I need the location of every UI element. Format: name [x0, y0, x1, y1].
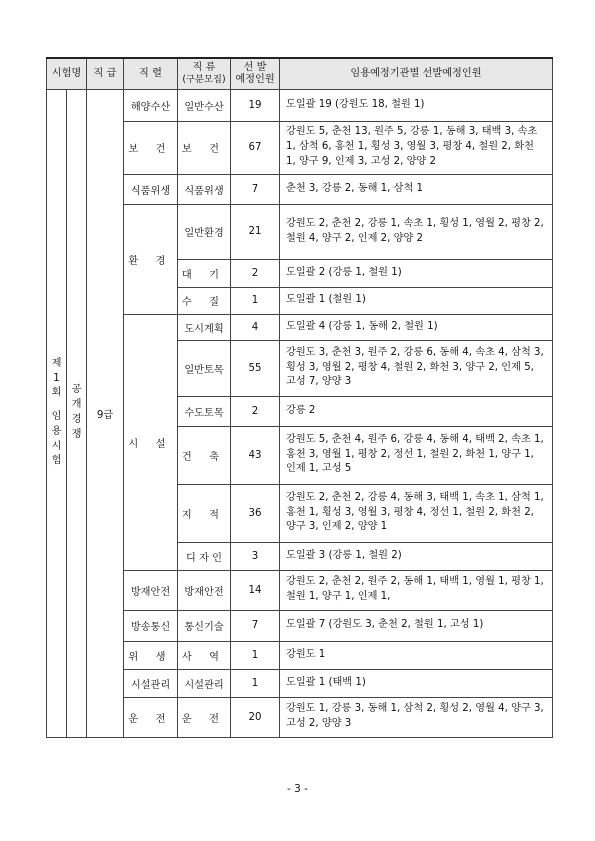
- category-cell: 방재안전: [178, 570, 231, 610]
- allocation-cell: 도일괄 1 (철원 1): [280, 287, 553, 314]
- category-cell: 일반환경: [178, 204, 231, 259]
- category-cell: 일반토목: [178, 340, 231, 396]
- series-cell: 환 경: [124, 204, 178, 314]
- series-cell: 방재안전: [124, 570, 178, 610]
- allocation-cell: 도일괄 19 (강원도 18, 철원 1): [280, 89, 553, 121]
- count-cell: 1: [231, 669, 280, 697]
- allocation-cell: 도일괄 1 (태백 1): [280, 669, 553, 697]
- series-cell: 운 전: [124, 697, 178, 737]
- count-cell: 55: [231, 340, 280, 396]
- category-cell: 지 적: [178, 484, 231, 542]
- allocation-cell: 도일괄 7 (강원도 3, 춘천 2, 철원 1, 고성 1): [280, 610, 553, 641]
- allocation-cell: 강원도 5, 춘천 4, 원주 6, 강릉 4, 동해 4, 태백 2, 속초 1, 홍천 3, 영월 1, 평창 2, 정선 1, 철원 2, 화천 1, 양구 1, 인제 1, 고성 5: [280, 426, 553, 484]
- series-cell: 방송통신: [124, 610, 178, 641]
- exam-type-cell: 공 개 경 쟁: [67, 89, 87, 737]
- allocation-cell: 강원도 2, 춘천 2, 원주 2, 동해 1, 태백 1, 영월 1, 평창 1, 철원 1, 양구 1, 인제 1,: [280, 570, 553, 610]
- allocation-cell: 강원도 3, 춘천 3, 원주 2, 강릉 6, 동해 4, 속초 4, 삼척 3, 횡성 3, 영월 2, 평창 4, 철원 2, 화천 3, 양구 2, 인제 5, 고성 7, 양양 3: [280, 340, 553, 396]
- allocation-cell: 강릉 2: [280, 396, 553, 426]
- category-cell: 사 역: [178, 641, 231, 669]
- allocation-cell: 강원도 2, 춘천 2, 강릉 1, 속초 1, 횡성 1, 영월 2, 평창 2, 철원 4, 양구 2, 인제 2, 양양 2: [280, 204, 553, 259]
- table-row: [47, 89, 553, 121]
- category-cell: 일반수산: [178, 89, 231, 121]
- header-category: 직 류 (구분모집): [178, 58, 231, 89]
- count-cell: 7: [231, 610, 280, 641]
- allocation-cell: 춘천 3, 강릉 2, 동해 1, 삼척 1: [280, 174, 553, 204]
- category-cell: 도시계획: [178, 314, 231, 340]
- allocation-cell: 도일괄 4 (강릉 1, 동해 2, 철원 1): [280, 314, 553, 340]
- allocation-cell: 도일괄 3 (강릉 1, 철원 2): [280, 542, 553, 570]
- count-cell: 14: [231, 570, 280, 610]
- category-cell: 수 질: [178, 287, 231, 314]
- count-cell: 19: [231, 89, 280, 121]
- series-cell: 보 건: [124, 121, 178, 174]
- count-cell: 20: [231, 697, 280, 737]
- header-quota: 선 발 예정인원: [231, 58, 280, 89]
- count-cell: 3: [231, 542, 280, 570]
- category-cell: 시설관리: [178, 669, 231, 697]
- series-cell: 위 생: [124, 641, 178, 669]
- allocation-cell: 강원도 2, 춘천 2, 강릉 4, 동해 3, 태백 1, 속초 1, 삼척 1, 홍천 1, 횡성 3, 영월 3, 평창 4, 정선 1, 철원 2, 화천 2, 양구 3, 인제 2, 양양 1: [280, 484, 553, 542]
- header-allocation: 임용예정기관별 선발예정인원: [280, 58, 553, 89]
- category-cell: 디 자 인: [178, 542, 231, 570]
- series-cell: 해양수산: [124, 89, 178, 121]
- allocation-cell: 강원도 5, 춘천 13, 원주 5, 강릉 1, 동해 3, 태백 3, 속초 1, 삼척 6, 홍천 1, 횡성 3, 영월 3, 평창 4, 철원 2, 화천 1, 양구 9, 인제 3, 고성 2, 양양 2: [280, 121, 553, 174]
- header-row: [47, 58, 553, 89]
- count-cell: 2: [231, 259, 280, 287]
- recruitment-table: [46, 57, 553, 738]
- exam-name-cell: 제 1 회 임 용 시 험: [47, 89, 67, 737]
- header-grade: 직 급: [87, 58, 124, 89]
- series-cell: 시 설: [124, 314, 178, 570]
- header-series: 직 렬: [124, 58, 178, 89]
- category-cell: 건 축: [178, 426, 231, 484]
- category-cell: 식품위생: [178, 174, 231, 204]
- count-cell: 1: [231, 287, 280, 314]
- count-cell: 2: [231, 396, 280, 426]
- header-exam: 시험명: [47, 58, 87, 89]
- category-cell: 운 전: [178, 697, 231, 737]
- allocation-cell: 강원도 1, 강릉 3, 동해 1, 삼척 2, 횡성 2, 영월 4, 양구 3, 고성 2, 양양 3: [280, 697, 553, 737]
- category-cell: 보 건: [178, 121, 231, 174]
- count-cell: 7: [231, 174, 280, 204]
- allocation-cell: 강원도 1: [280, 641, 553, 669]
- count-cell: 43: [231, 426, 280, 484]
- count-cell: 4: [231, 314, 280, 340]
- series-cell: 식품위생: [124, 174, 178, 204]
- category-cell: 대 기: [178, 259, 231, 287]
- category-cell: 수도토목: [178, 396, 231, 426]
- series-cell: 시설관리: [124, 669, 178, 697]
- page-number: - 3 -: [287, 783, 308, 795]
- count-cell: 21: [231, 204, 280, 259]
- allocation-cell: 도일괄 2 (강릉 1, 철원 1): [280, 259, 553, 287]
- count-cell: 36: [231, 484, 280, 542]
- grade-cell: 9급: [87, 89, 124, 737]
- count-cell: 67: [231, 121, 280, 174]
- category-cell: 통신기술: [178, 610, 231, 641]
- count-cell: 1: [231, 641, 280, 669]
